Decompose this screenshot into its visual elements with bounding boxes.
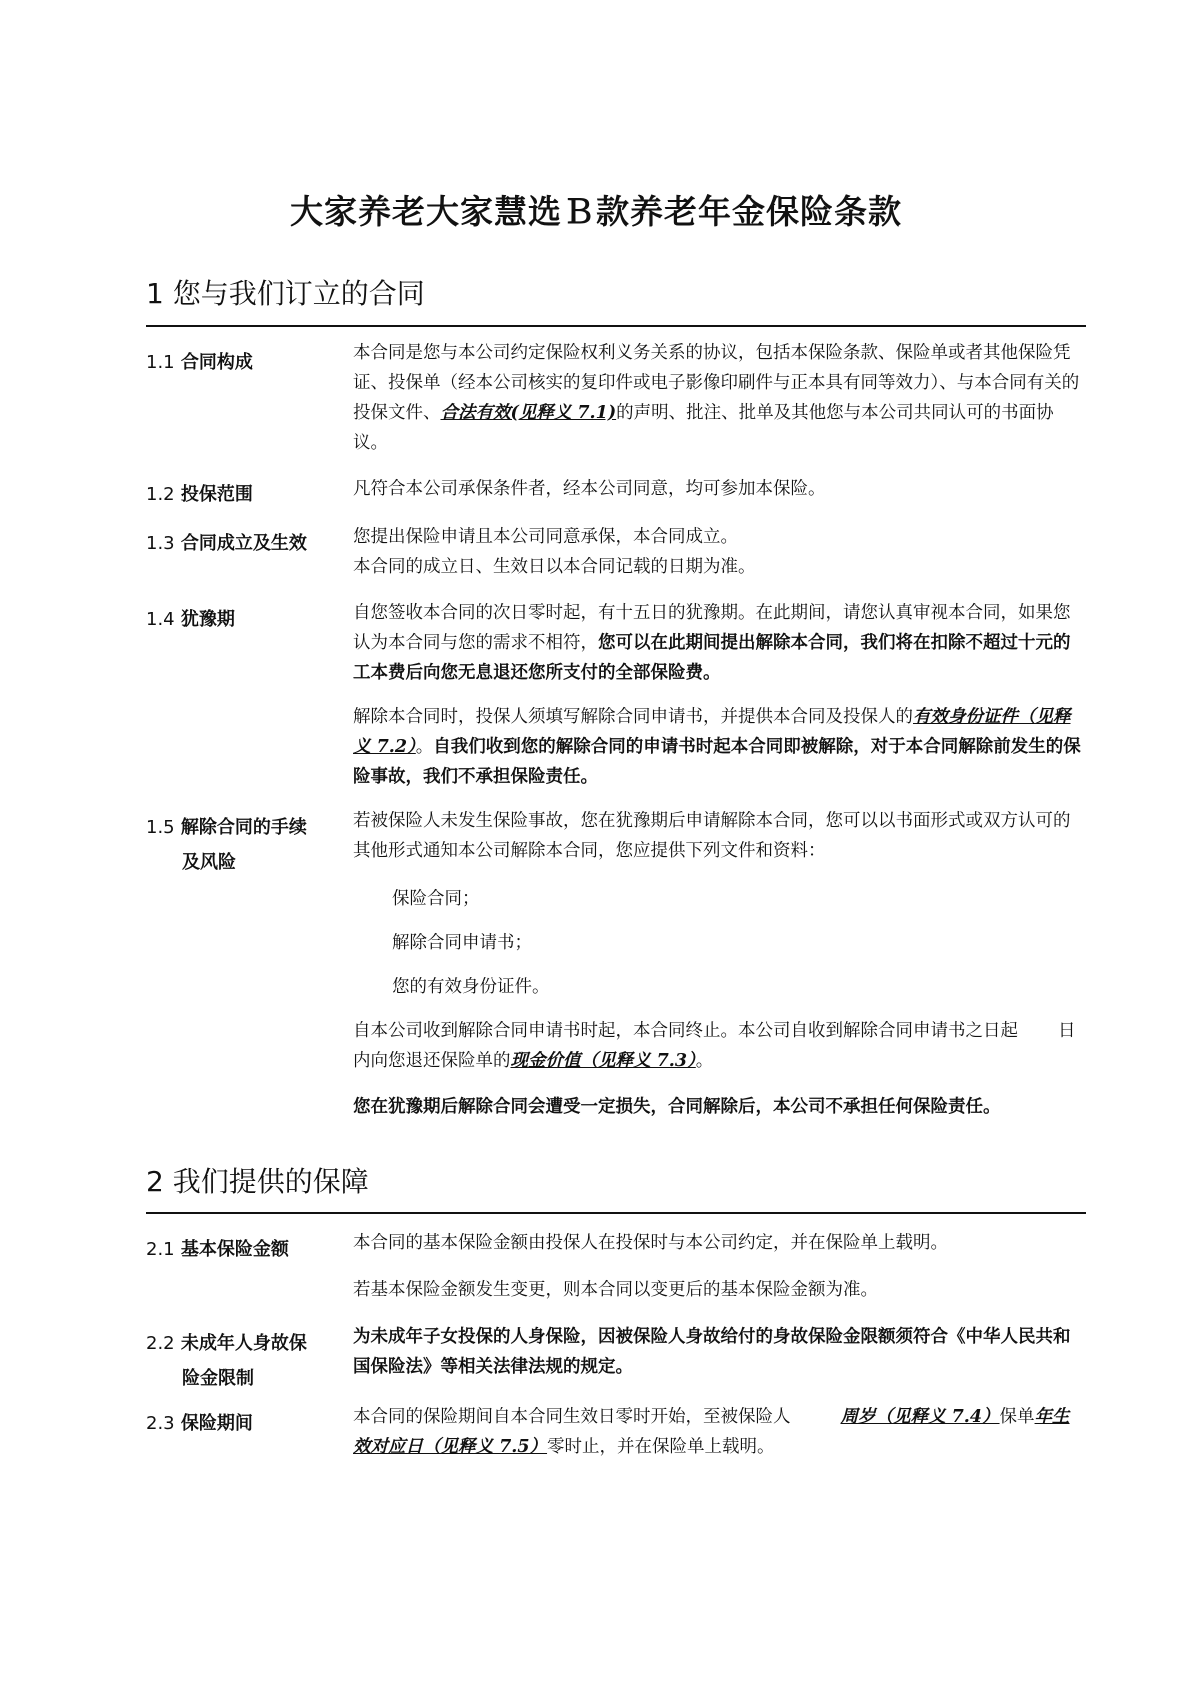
clause-2-1-label: [146, 1232, 336, 1267]
clause-1-5-para-2: [353, 1016, 1083, 1076]
section-2-heading: [146, 1160, 369, 1200]
defined-term-link[interactable]: 有效身份证件（见释义 7.2）: [353, 707, 1071, 757]
clause-number: 1.5: [146, 817, 175, 838]
clause-title-cont: 及风险: [182, 852, 236, 873]
text-line: 本合同的成立日、生效日以本合同记载的日期为准。: [353, 557, 756, 577]
clause-number: 1.3: [146, 533, 175, 554]
text-run: 解除本合同时，投保人须填写解除合同申请书，并提供本合同及投保人的: [353, 707, 913, 727]
text-run: 。: [415, 737, 434, 757]
clause-1-2-text: 凡符合本公司承保条件者，经本公司同意，均可参加本保险。: [353, 479, 826, 499]
text-line: 您提出保险申请且本公司同意承保，本合同成立。: [353, 527, 738, 547]
clause-title: 合同构成: [180, 352, 253, 373]
list-item: 您的有效身份证件。: [392, 977, 550, 997]
section-divider: [146, 325, 1086, 327]
clause-1-3-label: [146, 526, 336, 561]
bold-text: 自我们收到您的解除合同的申请书时起本合同即被解除，对于本合同解除前发生的保险事故，我们不承担保险责任。: [353, 737, 1081, 787]
clause-2-1-para-2: 若基本保险金额发生变更，则本合同以变更后的基本保险金额为准。: [353, 1280, 878, 1300]
clause-2-1-para-1: 本合同的基本保险金额由投保人在投保时与本公司约定，并在保险单上载明。: [353, 1233, 948, 1253]
clause-title: 未成年人身故保: [180, 1333, 307, 1354]
section-divider: [146, 1212, 1086, 1214]
clause-1-5-para-1: 若被保险人未发生保险事故，您在犹豫期后申请解除本合同，您可以以书面形式或双方认可的其他形式通知本公司解除本合同，您应提供下列文件和资料：: [353, 811, 1071, 861]
clause-title: 保险期间: [180, 1413, 253, 1434]
section-title: 我们提供的保障: [172, 1165, 369, 1198]
defined-term-link[interactable]: 周岁（见释义 7.4）: [840, 1407, 1000, 1427]
text-run: 。: [695, 1051, 714, 1071]
clause-1-3-text: [353, 522, 1083, 582]
clause-number: 2.2: [146, 1333, 175, 1354]
section-1-heading: [146, 272, 425, 312]
section-number: 2: [146, 1165, 164, 1198]
clause-2-3-label: [146, 1406, 336, 1441]
text-run: 保单: [999, 1407, 1035, 1427]
bold-text: 您可以在此期间提出解除本合同，我们将在扣除不超过十元的工本费后向您无息退还您所支付的全部保险费。: [353, 633, 1071, 683]
list-item: 保险合同；: [392, 889, 480, 909]
text-run: 自本公司收到解除合同申请书时起，本合同终止。本公司自收到解除合同申请书之日起: [353, 1021, 1018, 1041]
text-run: 零时止，并在保险单上载明。: [547, 1437, 775, 1457]
clause-2-3-text: [353, 1402, 1083, 1462]
clause-1-1-text: [353, 338, 1083, 458]
defined-term-link[interactable]: 现金价值（见释义 7.3）: [510, 1051, 696, 1071]
clause-2-2-text: 为未成年子女投保的人身保险，因被保险人身故给付的身故保险金限额须符合《中华人民共和国保险法》等相关法律法规的规定。: [353, 1327, 1071, 1377]
clause-1-1-label: [146, 345, 336, 380]
clause-title: 解除合同的手续: [180, 817, 307, 838]
clause-title: 基本保险金额: [180, 1239, 289, 1260]
clause-1-2-label: [146, 477, 336, 512]
defined-term-link[interactable]: 合法有效(见释义 7.1): [440, 403, 617, 423]
clause-number: 1.1: [146, 352, 175, 373]
clause-title: 合同成立及生效: [180, 533, 307, 554]
clause-number: 2.1: [146, 1239, 175, 1260]
text-run: 的声明、批注、批单及其他您与本公司共同认可的书面协议。: [353, 403, 1054, 453]
clause-1-5-warning: 您在犹豫期后解除合同会遭受一定损失，合同解除后，本公司不承担任何保险责任。: [353, 1097, 1001, 1117]
clause-title-cont: 险金限制: [182, 1368, 254, 1389]
text-run: 自您签收本合同的次日零时起，有十五日的犹豫期。在此期间，请您认真审视本合同，如果您认为本合同与您的需求不相符，: [353, 603, 1071, 653]
defined-term-link[interactable]: 年生效对应日（见释义 7.5）: [353, 1407, 1070, 1457]
clause-number: 2.3: [146, 1413, 175, 1434]
text-run: 本合同的保险期间自本合同生效日零时开始，至被保险人: [353, 1407, 791, 1427]
clause-2-2-label: [146, 1326, 336, 1396]
clause-number: 1.2: [146, 484, 175, 505]
clause-number: 1.4: [146, 609, 175, 630]
clause-1-4-para-1: [353, 598, 1083, 688]
text-run: 本合同是您与本公司约定保险权利义务关系的协议，包括本保险条款、保险单或者其他保险凭证、投保单（经本公司核实的复印件或电子影像印刷件与正本具有同等效力）、与本合同有关的投保文件、: [353, 343, 1080, 423]
section-number: 1: [146, 277, 164, 310]
clause-title: 投保范围: [180, 484, 253, 505]
document-title: 大家养老大家慧选Ｂ款养老年金保险条款: [290, 192, 902, 231]
text-run: 日内向您退还保险单的: [353, 1021, 1076, 1071]
section-title: 您与我们订立的合同: [172, 277, 425, 310]
clause-title: 犹豫期: [180, 609, 235, 630]
list-item: 解除合同申请书；: [392, 933, 532, 953]
clause-1-5-label: [146, 810, 336, 880]
clause-1-4-label: [146, 602, 336, 637]
clause-1-4-para-2: [353, 702, 1083, 792]
